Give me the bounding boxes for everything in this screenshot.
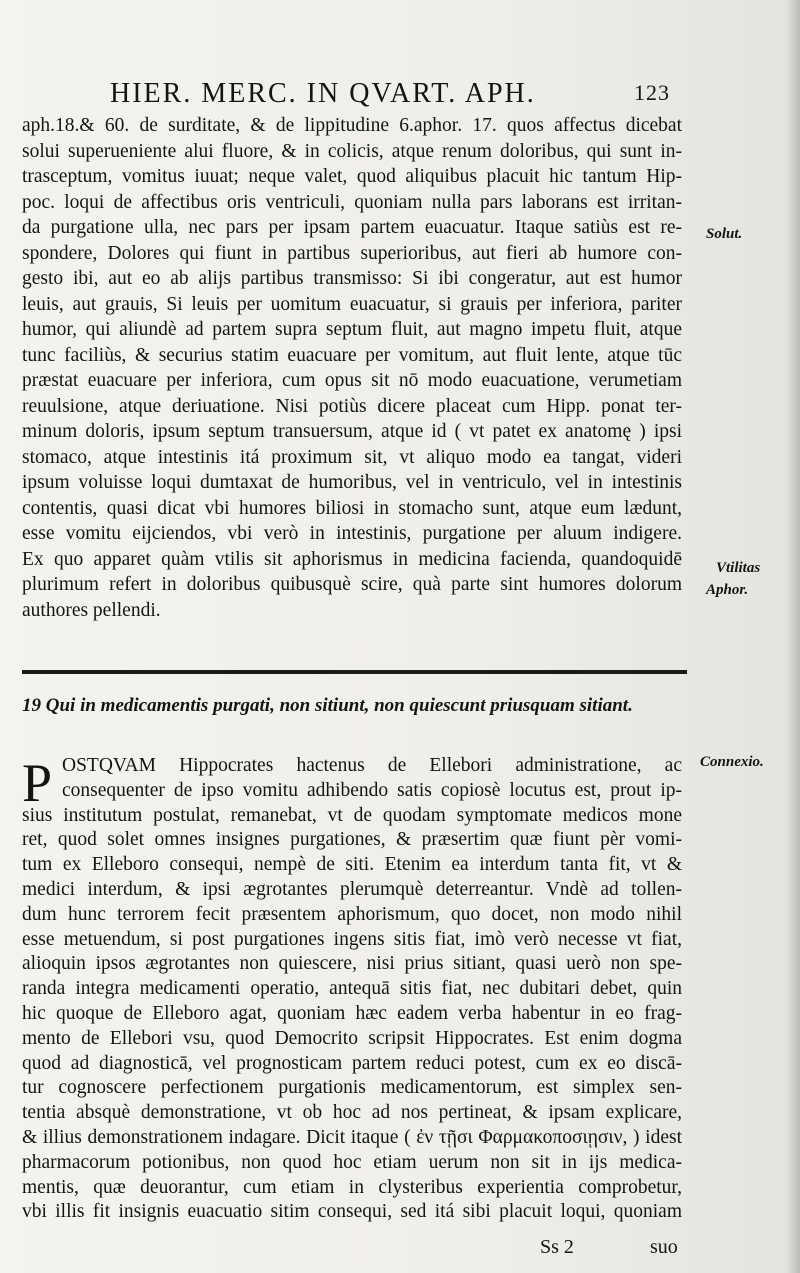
running-header [110, 78, 670, 110]
body-line: præstat euacuare per inferiora, cum opus sit nō modo euacuatione, verumetiam [22, 370, 682, 391]
running-title: HIER. MERC. IN QVART. APH. [110, 78, 536, 109]
page-gutter-shadow [786, 0, 800, 1273]
commentary-line: OSTQVAM Hippocrates hactenus de Ellebori administratione, ac [62, 755, 682, 776]
body-line: da purgatione ulla, nec pars per ipsam partem euacuatur. Itaque satiùs est re- [22, 217, 682, 238]
body-line: spondere, Dolores qui fiunt in partibus superioribus, aut fieri ab humore con- [22, 242, 682, 264]
commentary-line: vbi illis fit insignis euacuatio sitim consequi, sed itá sibi placuit loqui, quoniam [22, 1201, 682, 1223]
margin-note-solut: Solut. [706, 226, 743, 242]
body-line: solui superueniente alui fluore, & in colicis, atque renum doloribus, qui sunt in- [22, 140, 682, 162]
body-line: contentis, quasi dicat vbi humores biliosi in stomacho sunt, atque eum lædunt, [22, 497, 682, 519]
body-line: trasceptum, vomitus iuuat; neque valet, quod aliquibus placuit hic tantum Hip- [22, 166, 682, 187]
body-line: tunc faciliùs, & securius statim euacuare per vomitum, aut fluit lente, atque tūc [22, 344, 682, 366]
margin-note-vtilitas: Vtilitas [716, 560, 761, 576]
commentary-line: randa integra medicamenti operatio, antequā sitis fiat, nec dubitari debet, quin [22, 978, 682, 1000]
body-line: leuis, aut grauis, Si leuis per uomitum euacuatur, si grauis per inferiora, pariter [22, 293, 682, 315]
commentary-line: consequenter de ipso vomitu adhibendo satis copiosè locutus est, prout ip- [62, 779, 682, 801]
signature-mark: Ss 2 [540, 1236, 574, 1258]
body-line: minum doloris, ipsum septum transuersum, atque id ( vt patet ex anatomę ) ipsi [22, 421, 682, 442]
commentary-line: tum ex Elleboro consequi, nempè de siti. Etenim ea interdum tanta fit, vt & [22, 854, 682, 876]
commentary-line: pharmacorum potionibus, non quod hoc etiam uerum non sit in ijs medica- [22, 1151, 682, 1173]
body-line: esse vomitu eijciendos, vbi verò in intestinis, purgatione per aluum indigere. [22, 523, 682, 544]
commentary-line: tentia absquè demonstratione, vt ob hoc ad nos pertineat, & ipsam explicare, [22, 1102, 682, 1124]
commentary-line: tur cognoscere perfectionem purgationis medicamentorum, est simplex sen- [22, 1077, 682, 1099]
commentary-line: sius institutum postulat, remanebat, vt de quodam symptomate medicos mone [22, 804, 682, 826]
body-line: aph.18.& 60. de surditate, & de lippitudine 6.aphor. 17. quos affectus dicebat [22, 115, 682, 136]
catchword: suo [650, 1236, 678, 1258]
commentary-line: & illius demonstrationem indagare. Dicit itaque ( ἐν τῇσι Φαρμακοποσιῃσιν, ) idest [22, 1127, 682, 1148]
margin-note-aphor: Aphor. [706, 582, 749, 598]
commentary-line: ret, quod solet omnes insignes purgationes, & præsertim quæ fiunt pèr vomi- [22, 829, 682, 851]
commentary-line: alioquin ipsos ægrotantes non quiescere, nisi prius sitiant, quasi uerò non spe- [22, 953, 682, 975]
commentary-line: dum hunc terrorem fecit præsentem aphorismum, quo docet, non modo nihil [22, 903, 682, 925]
body-line: plurimum refert in doloribus quibusquè scire, quà parte sint humores dolorum [22, 574, 682, 595]
commentary-line: esse metuendum, si post purgationes ingens sitis fiat, imò verò necesse vt fiat, [22, 928, 682, 950]
commentary-line: medici interdum, & ipsi ægrotantes plerumquè deterreantur. Vndè ad tollen- [22, 879, 682, 900]
body-line: poc. loqui de affectibus oris ventriculi, quoniam nulla pars laborans est irritan- [22, 191, 682, 213]
body-line: reuulsione, atque deriuatione. Nisi potiùs dicere placeat cum Hipp. ponat ter- [22, 395, 682, 417]
body-line: ipsum voluisse loqui dumtaxat de humoribus, vel in ventriculo, vel in intestinis [22, 472, 682, 493]
aphorism-heading [22, 694, 682, 718]
commentary-line: hic quoque de Elleboro agat, quoniam hæc eadem verba habentur in eo frag- [22, 1003, 682, 1024]
commentary-line: quod ad diagnosticā, vel prognosticam partem reduci potest, cum ex eo discā- [22, 1052, 682, 1074]
body-line: authores pellendi. [22, 599, 161, 621]
section-divider [22, 670, 687, 674]
body-line: stomaco, atque intestinis itá proximum sit, vt aliquo modo ea tangat, videri [22, 446, 682, 468]
aphorism-number: 19 [22, 695, 41, 716]
aphorism-text: Qui in medicamentis purgati, non sitiunt, non quiescunt priusquam sitiant. [45, 695, 633, 716]
margin-note-connexio: Connexio. [700, 754, 764, 770]
page-number: 123 [634, 80, 670, 105]
body-line: humor, qui aliundè ad partem supra septum fluit, aut magno impetu fluit, atque [22, 319, 682, 340]
drop-cap: P [22, 753, 53, 813]
body-line: gesto ibi, aut eo ab alijs partibus transmisso: Si ibi congeratur, aut est humor [22, 268, 682, 289]
body-line: Ex quo apparet quàm vtilis sit aphorismus in medicina facienda, quandoquidē [22, 548, 682, 570]
commentary-line: mento de Ellebori vsu, quod Democrito scripsit Hippocrates. Est enim dogma [22, 1027, 682, 1049]
commentary-line: mentis, quæ deuorantur, cum etiam in clysteribus experientia comprobetur, [22, 1176, 682, 1198]
